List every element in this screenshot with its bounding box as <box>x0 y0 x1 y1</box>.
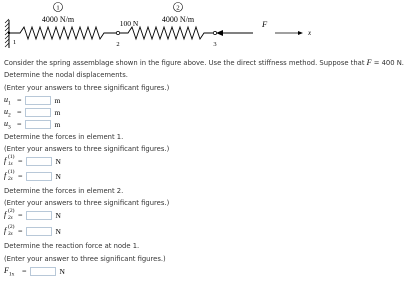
statement-var-f: F <box>366 58 372 67</box>
problem-statement <box>4 58 404 67</box>
u3-row <box>4 119 60 131</box>
equals-sign: = <box>18 210 23 220</box>
u1-row <box>4 95 60 107</box>
f1x-e1-unit: N <box>55 156 61 166</box>
load-100n-label: 100 N <box>119 19 139 28</box>
u2-row <box>4 107 60 119</box>
equals-sign: = <box>17 108 22 118</box>
f1x-reaction-row <box>4 266 65 278</box>
equals-sign: = <box>22 267 27 277</box>
stiffness-2-label: 4000 N/m <box>161 15 195 24</box>
f2x-e1-input[interactable] <box>26 172 52 181</box>
equals-sign: = <box>18 226 23 236</box>
node-2-dot <box>116 31 119 34</box>
x-axis-label: x <box>308 29 312 37</box>
u3-unit: m <box>54 120 61 130</box>
u1-label: $u_1$ <box>4 95 11 107</box>
u1-input[interactable] <box>25 96 51 105</box>
node-1-dot <box>8 32 10 34</box>
f1x-e1-row <box>4 155 61 167</box>
u2-unit: m <box>54 108 61 118</box>
instruction-4: (Enter your answer to three significant figures.) <box>4 255 166 263</box>
node-1-label: 1 <box>13 39 17 46</box>
f2x-e2-row <box>4 209 61 221</box>
equals-sign: = <box>18 156 23 166</box>
u1-unit: m <box>54 96 61 106</box>
spring-assemblage-figure <box>0 0 350 52</box>
node-2-label: 2 <box>116 41 120 48</box>
instruction-2: (Enter your answers to three significant figures.) <box>4 145 170 153</box>
f2x-e1-label: f (1) 2x <box>4 169 15 182</box>
spring-element-1 <box>9 27 118 39</box>
f1x-reaction-input[interactable] <box>30 267 56 276</box>
force-f-arrowhead <box>216 30 223 36</box>
f2x-e2-unit: N <box>55 210 61 220</box>
f2x-e2-label: f (2) 2x <box>4 208 15 221</box>
f1x-reaction-unit: N <box>59 267 65 277</box>
f3x-e2-row <box>4 225 61 237</box>
u2-label: $u_2$ <box>4 107 11 119</box>
node-3-label: 3 <box>213 41 217 48</box>
f3x-e2-input[interactable] <box>26 227 52 236</box>
equals-sign: = <box>17 96 22 106</box>
spring-element-2 <box>118 27 215 39</box>
force-f-label: F <box>262 19 268 29</box>
question-element2-forces: Determine the forces in element 2. <box>4 187 124 195</box>
f1x-e1-label: f (1) 1x <box>4 154 15 167</box>
equals-sign: = <box>17 120 22 130</box>
f2x-e1-row <box>4 170 61 182</box>
f2x-e2-input[interactable] <box>26 211 52 220</box>
f3x-e2-label: f (2) 3x <box>4 224 15 237</box>
u2-input[interactable] <box>25 108 51 117</box>
instruction-3: (Enter your answers to three significant figures.) <box>4 199 170 207</box>
f3x-e2-unit: N <box>55 226 61 236</box>
question-element1-forces: Determine the forces in element 1. <box>4 133 124 141</box>
element-1-number: 1 <box>56 4 60 12</box>
f1x-reaction-label: $F_{1x}$ <box>4 266 15 278</box>
question-displacements: Determine the nodal displacements. <box>4 71 128 79</box>
u3-label: $u_3$ <box>4 119 11 131</box>
equals-sign: = <box>18 171 23 181</box>
x-axis-arrowhead <box>298 31 303 35</box>
statement-text: Consider the spring assemblage shown in the figure above. Use the direct stiffness method. Suppose that <box>4 59 367 67</box>
statement-value: = 400 N. <box>371 59 404 67</box>
f1x-e1-input[interactable] <box>26 157 52 166</box>
u3-input[interactable] <box>25 120 51 129</box>
stiffness-1-label: 4000 N/m <box>41 15 75 24</box>
question-reaction-force: Determine the reaction force at node 1. <box>4 242 140 250</box>
instruction-1: (Enter your answers to three significant figures.) <box>4 84 170 92</box>
f2x-e1-unit: N <box>55 171 61 181</box>
element-2-number: 2 <box>176 4 180 12</box>
